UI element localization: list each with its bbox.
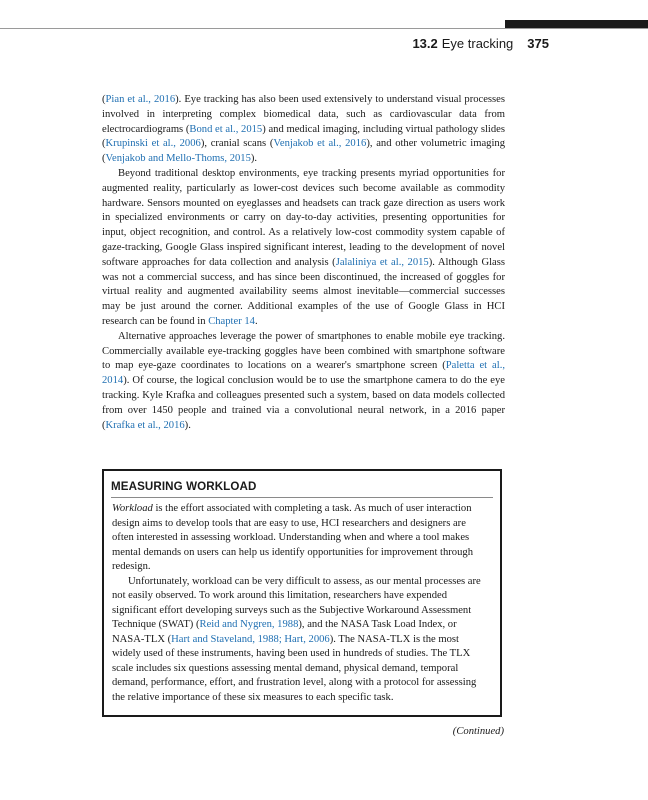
continued-label: (Continued) (452, 726, 504, 737)
citation-link[interactable]: Reid and Nygren, 1988 (199, 619, 299, 630)
running-head (412, 36, 549, 51)
sidebar-box (102, 469, 502, 717)
sidebar-paragraph-2: Unfortunately, workload can be very difficult to assess, as our mental processes are not easily observed. To work around this limitation, researchers have expended significant effort developing surveys such as the Subjective Workaround Assessment Technique (SWAT) (Reid and Nygren, 1988), and the NASA Task Load Index, or NASA-TLX (Hart and Staveland, 1988; Hart, 2006). The NASA-TLX is the most widely used of these instruments, having been used in hundreds of studies. The TLX scale includes six questions assessing mental demand, physical demand, temporal demand, performance, effort, and frustration level, along with a protocol for assessing the relative importance of these six measures to each specific task. (112, 575, 481, 703)
citation-link[interactable]: Krafka et al., 2016 (105, 419, 185, 431)
citation-link[interactable]: Venjakob and Mello-Thoms, 2015 (105, 153, 251, 165)
sidebar-paragraph-1: Workload is the effort associated with completing a task. As much of user interaction design aims to develop tools that are easy to use, HCI researchers and designers are often interested in assessing workload. Understanding when and where a tool makes mental demands on users can help us identify opportunities for improvement through redesign. (112, 503, 473, 572)
header-rule (0, 28, 648, 29)
sidebar-text (112, 502, 484, 705)
defined-term: Workload (112, 503, 153, 514)
paragraph-2: Beyond traditional desktop environments, eye tracking presents myriad opportunities for augmented reality, particularly as lower-cost devices such become available as commodity hardware. Sensors mounted on eyeglasses and headsets can track gaze direction as users work in specialized environments or carry on day-to-day activities, presenting opportunities for input, object recognition, and control. As a relatively low-cost commodity system capable of gaze-tracking, Google Glass inspired significant interest, leading to the development of novel software approaches for data collection and analysis (Jalaliniya et al., 2015). Although Glass was not a commercial success, and has since been discontinued, the increased of goggles for virtual reality and augmented availability seems almost inevitable—commercial successes may be just around the corner. Additional examples of the use of Google Glass in HCI research can be found in Chapter 14. (102, 167, 505, 327)
citation-link[interactable]: Paletta et al., 2014 (102, 360, 505, 387)
citation-link[interactable]: Bond et al., 2015 (189, 123, 263, 135)
section-title: Eye tracking (441, 36, 514, 51)
main-text (102, 93, 505, 433)
citation-link[interactable]: Venjakob et al., 2016 (273, 138, 367, 150)
paragraph-3: Alternative approaches leverage the power of smartphones to enable mobile eye tracking. Commercially available eye-tracking goggles have been combined with smartphone software to map eye-gaze coordinates to locations on a wearer's smartphone screen (Paletta et al., 2014). Of course, the logical conclusion would be to use the smartphone camera to do the eye tracking. Kyle Krafka and colleagues presented such a system, based on data models collected from over 1450 people and trained via a convolutional neural network, in a 2016 paper (Krafka et al., 2016). (102, 330, 505, 431)
sidebar-title: MEASURING WORKLOAD (111, 480, 493, 498)
citation-link[interactable]: Pian et al., 2016 (105, 94, 176, 105)
page-number: 375 (527, 36, 549, 51)
chapter-link[interactable]: Chapter 14 (208, 315, 255, 327)
section-number: 13.2 (412, 36, 438, 51)
citation-link[interactable]: Jalaliniya et al., 2015 (335, 256, 429, 268)
citation-link[interactable]: Krupinski et al., 2006 (105, 138, 201, 150)
citation-link[interactable]: Hart and Staveland, 1988; Hart, 2006 (171, 633, 330, 645)
paragraph-1: (Pian et al., 2016). Eye tracking has also been used extensively to understand visual processes involved in interpreting complex biomedical data, such as cardiovascular data from electrocardiograms (Bond et al., 2015) and medical imaging, including virtual pathology slides (Krupinski et al., 2006), cranial scans (Venjakob et al., 2016), and other volumetric imaging (Venjakob and Mello-Thoms, 2015). (102, 94, 505, 165)
